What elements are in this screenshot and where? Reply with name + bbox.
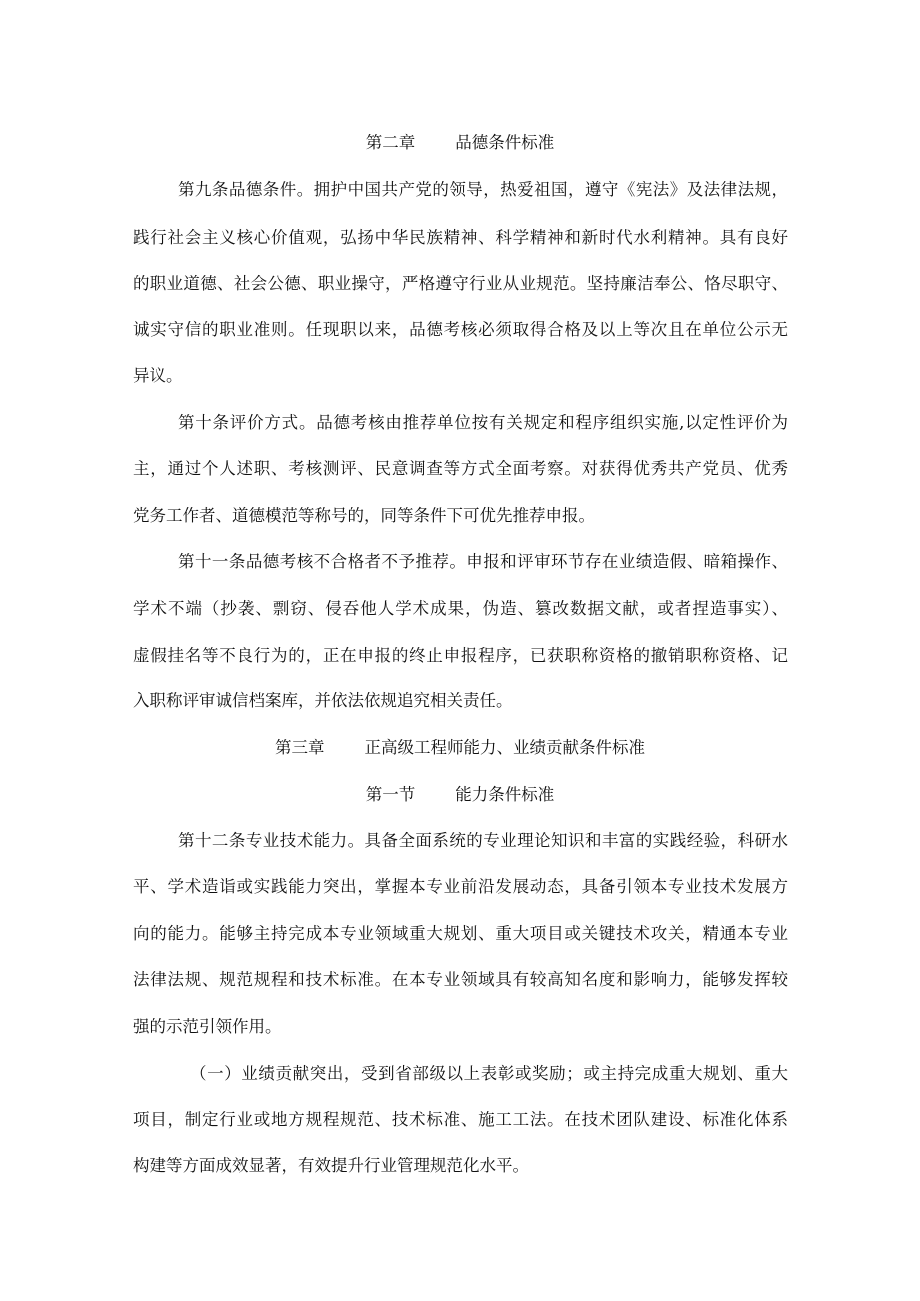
paragraph-line: 学术不端（抄袭、剽窃、侵吞他人学术成果，伪造、篡改数据文献，或者捏造事实）、	[133, 599, 788, 618]
paragraph-line: 诚实守信的职业准则。任现职以来，品德考核必须取得合格及以上等次且在单位公示无	[133, 320, 788, 339]
section-1-heading	[0, 784, 920, 806]
chapter-2-heading	[0, 132, 920, 154]
paragraph-line: 向的能力。能够主持完成本专业领域重大规划、重大项目或关键技术攻关，精通本专业	[133, 924, 788, 943]
chapter-title: 品德条件标准	[455, 133, 555, 152]
chapter-number: 第二章	[365, 133, 416, 152]
chapter-title: 正高级工程师能力、业绩贡献条件标准	[364, 738, 645, 757]
chapter-number: 第三章	[275, 738, 325, 757]
paragraph-line: 平、学术造诣或实践能力突出，掌握本专业前沿发展动态，具备引领本专业技术发展方	[133, 877, 788, 896]
paragraph-line: 践行社会主义核心价值观，弘扬中华民族精神、科学精神和新时代水利精神。具有良好	[133, 228, 788, 247]
paragraph-line: 第十一条品德考核不合格者不予推荐。申报和评审环节存在业绩造假、暗箱操作、	[178, 552, 788, 571]
paragraph-line: 虚假挂名等不良行为的，正在申报的终止申报程序，已获职称资格的撤销职称资格、记	[133, 646, 788, 665]
paragraph-line: 第十二条专业技术能力。具备全面系统的专业理论知识和丰富的实践经验，科研水	[178, 831, 788, 850]
paragraph-line: 项目，制定行业或地方规程规范、技术标准、施工工法。在技术团队建设、标准化体系	[133, 1110, 788, 1129]
paragraph-line: 异议。	[133, 366, 183, 385]
chapter-3-heading	[0, 737, 920, 759]
paragraph-line: 构建等方面成效显著，有效提升行业管理规范化水平。	[133, 1156, 529, 1175]
paragraph-line: 第十条评价方式。品德考核由推荐单位按有关规定和程序组织实施,以定性评价为	[178, 413, 788, 432]
section-number: 第一节	[365, 785, 416, 804]
paragraph-line: 第九条品德条件。拥护中国共产党的领导，热爱祖国，遵守《宪法》及法律法规，	[178, 180, 788, 199]
paragraph-line: 强的示范引领作用。	[133, 1017, 282, 1036]
paragraph-line: （一）业绩贡献突出，受到省部级以上表彰或奖励；或主持完成重大规划、重大	[190, 1064, 788, 1083]
paragraph-line: 入职称评审诚信档案库，并依法依规追究相关责任。	[133, 691, 513, 710]
paragraph-line: 法律法规、规范规程和技术标准。在本专业领域具有较高知名度和影响力，能够发挥较	[133, 970, 788, 989]
section-title: 能力条件标准	[455, 785, 555, 804]
paragraph-line: 主，通过个人述职、考核测评、民意调查等方式全面考察。对获得优秀共产党员、优秀	[133, 459, 788, 478]
paragraph-line: 党务工作者、道德模范等称号的，同等条件下可优先推荐申报。	[133, 506, 595, 525]
paragraph-line: 的职业道德、社会公德、职业操守，严格遵守行业从业规范。坚持廉洁奉公、恪尽职守、	[133, 274, 788, 293]
